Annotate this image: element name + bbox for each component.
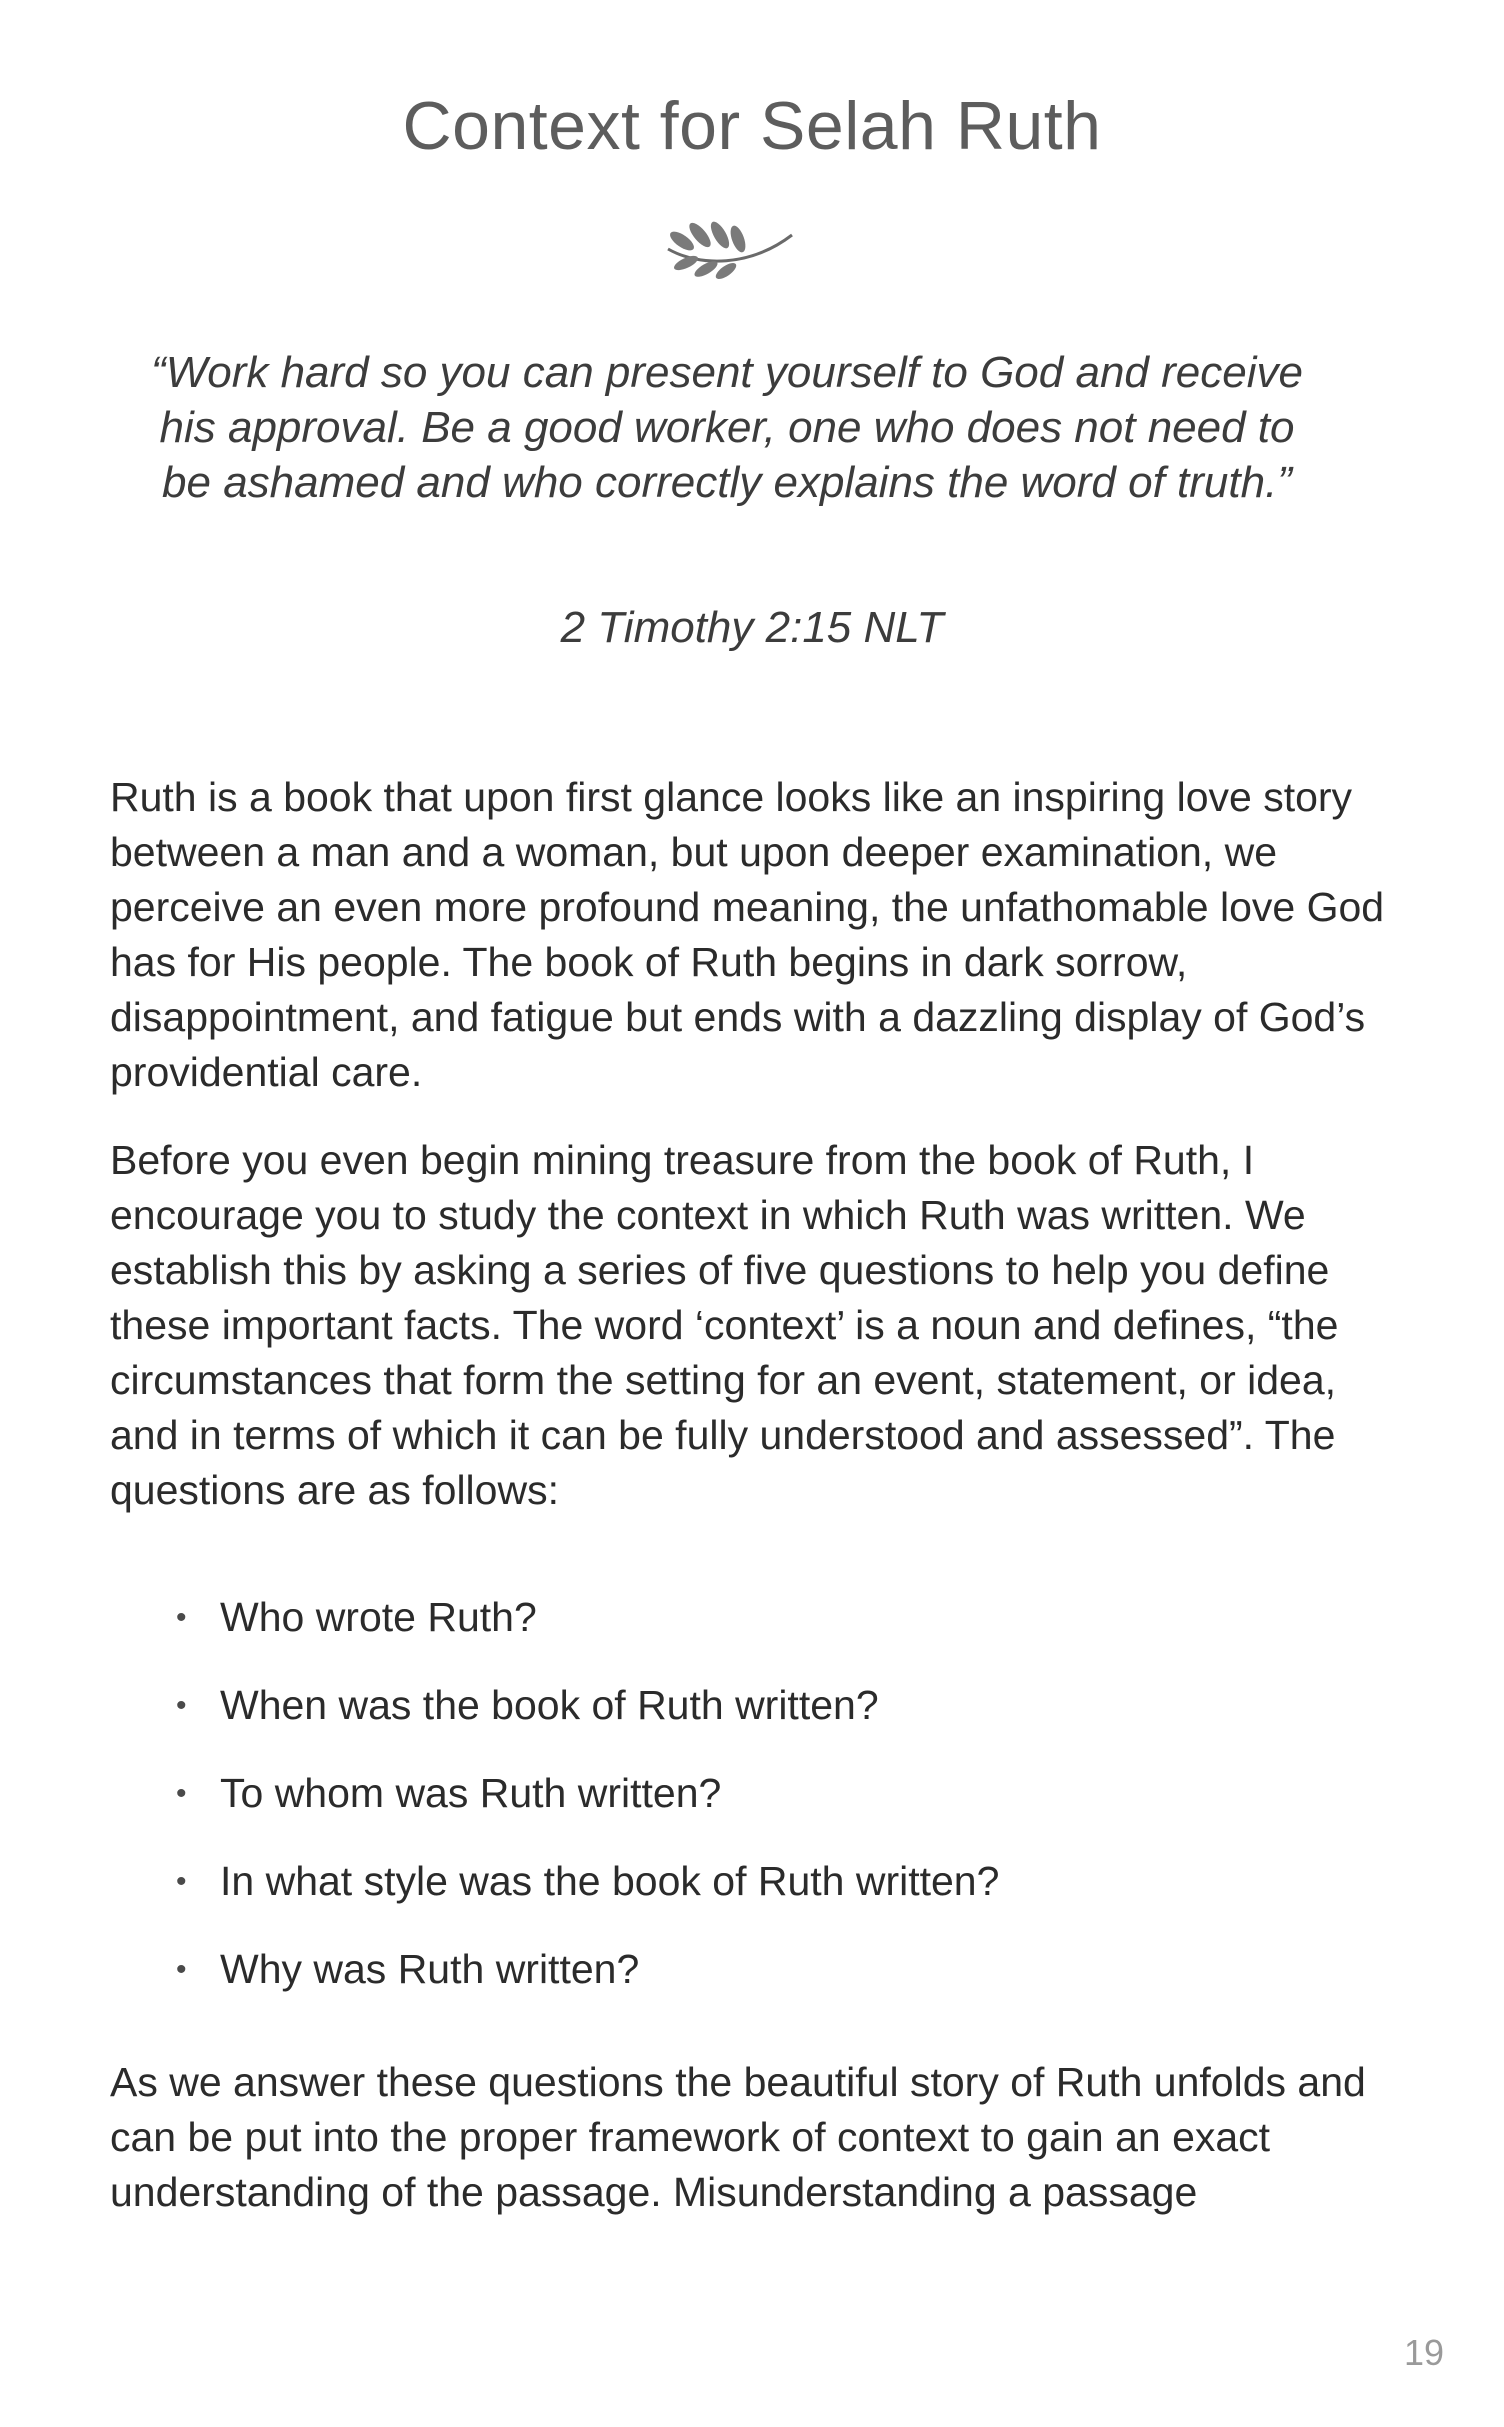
question-text: Who wrote Ruth? (220, 1594, 537, 1640)
paragraph: Before you even begin mining treasure from the book of Ruth, I encourage you to study the context in which Ruth was written. We establish this by asking a series of five questions to help you define these important facts. The word ‘context’ is a noun and defines, “the circumstances that form the setting for an event, statement, or idea, and in terms of which it can be fully understood and assessed”. The questions are as follows: (110, 1137, 1339, 1513)
page-number: 19 (1403, 2332, 1444, 2373)
paragraph: Ruth is a book that upon first glance looks like an inspiring love story between a man and a woman, but upon deeper examination, we perceive an even more profound meaning, the unfathomable love God has for His people. The book of Ruth begins in dark sorrow, disappointment, and fatigue but ends with a dazzling display of God’s providential care. (110, 774, 1385, 1095)
scripture-citation: 2 Timothy 2:15 NLT (560, 603, 944, 652)
leaf-branch-icon (660, 205, 800, 285)
bullet-icon: • (176, 1601, 187, 1634)
bullet-icon: • (176, 1689, 187, 1722)
page-title: Context for Selah Ruth (402, 88, 1102, 164)
question-text: In what style was the book of Ruth written? (220, 1858, 1000, 1904)
bullet-icon: • (176, 1865, 187, 1898)
bullet-icon: • (176, 1777, 187, 1810)
question-text: Why was Ruth written? (220, 1946, 640, 1992)
list-item (176, 1854, 999, 1942)
bullet-icon: • (176, 1953, 187, 1986)
list-item (176, 1678, 999, 1766)
question-text: When was the book of Ruth written? (220, 1682, 879, 1728)
paragraph: As we answer these questions the beautiful story of Ruth unfolds and can be put into the proper framework of context to gain an exact understanding of the passage. Misunderstanding a passage (110, 2059, 1366, 2215)
list-item (176, 1942, 999, 2030)
list-item (176, 1766, 999, 1854)
scripture-quote: “Work hard so you can present yourself to God and receive his approval. Be a good worker, one who does not need to be ashamed and who correctly explains the word of truth.” (151, 348, 1303, 507)
question-text: To whom was Ruth written? (220, 1770, 722, 1816)
questions-list (176, 1590, 999, 2030)
list-item (176, 1590, 999, 1678)
